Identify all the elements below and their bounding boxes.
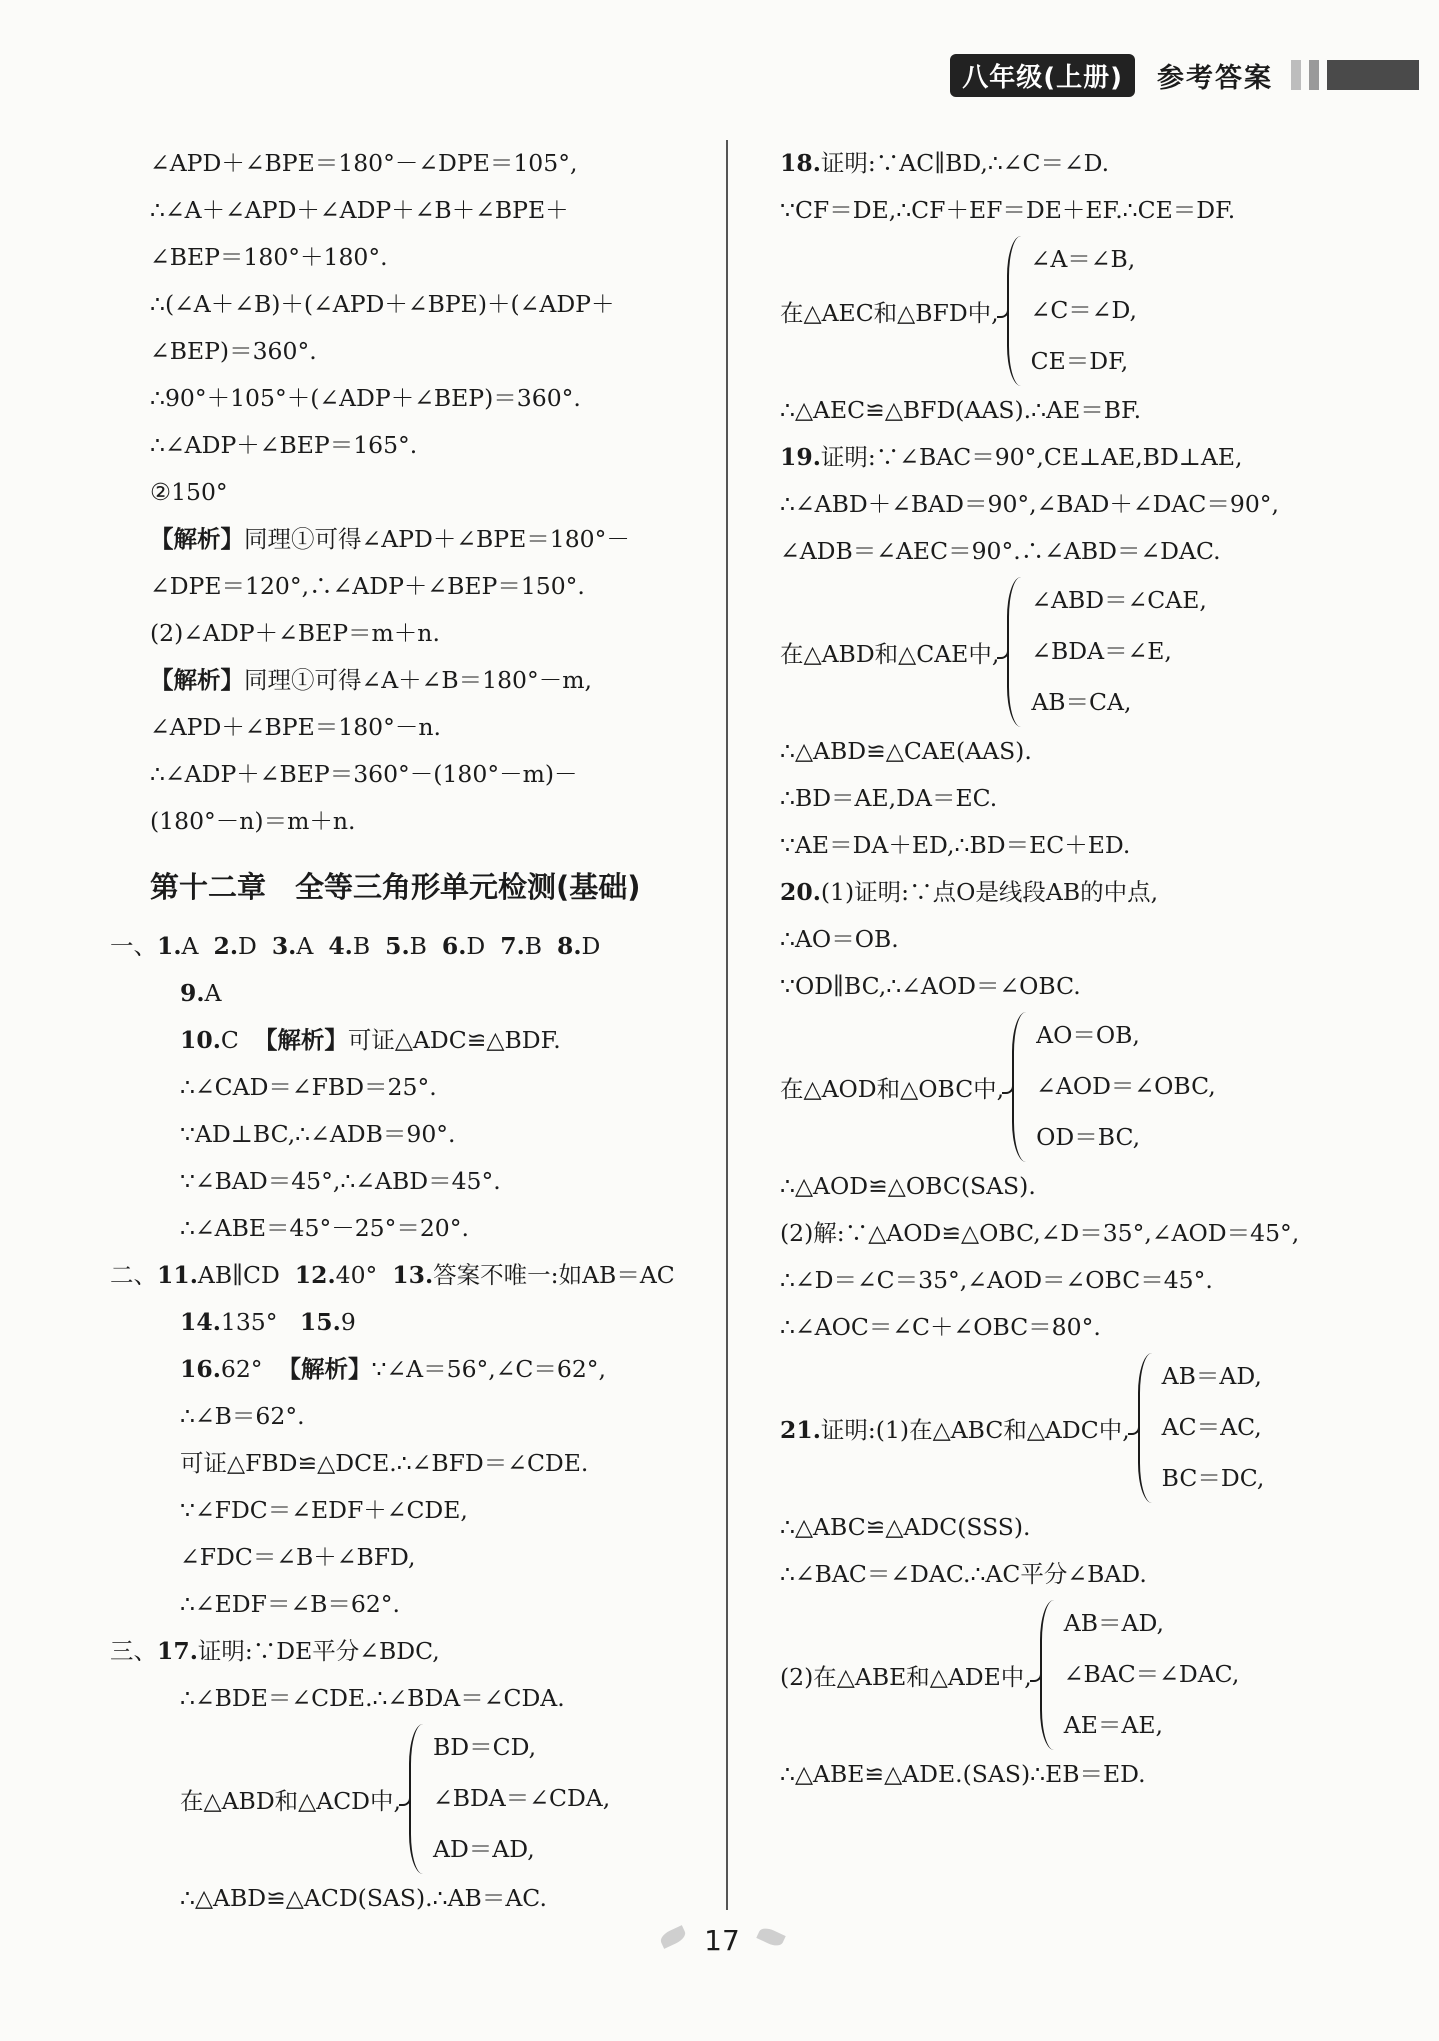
q-number: 12.	[294, 1261, 336, 1289]
q-number: 17.	[157, 1637, 198, 1665]
q-number: 6.	[441, 932, 467, 960]
proof-text: 证明:∵DE平分∠BDC,	[197, 1637, 440, 1665]
column-divider	[726, 140, 728, 1910]
text-line: ∴∠A＋∠APD＋∠ADP＋∠B＋∠BPE＋	[150, 196, 569, 224]
text-line: ∴∠ABE＝45°－25°＝20°.	[180, 1214, 469, 1242]
multiple-choice-answers	[110, 923, 715, 970]
text-line: ∴90°＋105°＋(∠ADP＋∠BEP)＝360°.	[150, 384, 581, 412]
answer: A	[296, 932, 314, 960]
text-line: ∠BEP)＝360°.	[150, 337, 317, 365]
system-item: ∠C＝∠D,	[1030, 296, 1137, 324]
text-line: (180°－n)＝m＋n.	[150, 807, 356, 835]
text-line: ∴∠ADP＋∠BEP＝360°－(180°－m)－	[150, 760, 578, 788]
q-number: 8.	[557, 932, 582, 960]
analysis-text: 同理①可得∠APD＋∠BPE＝180°－	[244, 525, 630, 553]
header-stripe	[1309, 60, 1319, 90]
text-line: ∴△ABC≌△ADC(SSS).	[780, 1513, 1031, 1541]
system-intro: 在△AOD和△OBC中,	[780, 1074, 1005, 1103]
equation-system	[780, 1598, 1420, 1751]
analysis-text: 同理①可得∠A＋∠B＝180°－m,	[244, 666, 592, 694]
left-brace-icon	[1012, 1012, 1030, 1162]
system-item: ∠ABD＝∠CAE,	[1031, 586, 1207, 614]
answer-line	[780, 869, 1420, 916]
q-number: 18.	[780, 149, 821, 177]
text-line: ∴∠ABD＋∠BAD＝90°,∠BAD＋∠DAC＝90°,	[780, 490, 1279, 518]
proof-text: 证明:(1)在△ABC和△ADC中,	[820, 1415, 1130, 1444]
chapter-title: 第十二章 全等三角形单元检测(基础)	[150, 870, 641, 904]
q-number: 11.	[157, 1261, 198, 1289]
analysis-tag: 【解析】	[253, 1026, 348, 1054]
text-line: ∵∠FDC＝∠EDF＋∠CDE,	[180, 1496, 468, 1524]
text-line: ∴△ABD≌△CAE(AAS).	[780, 737, 1032, 765]
left-brace-icon	[1138, 1353, 1156, 1503]
answer: A	[181, 932, 199, 960]
system-intro	[780, 1411, 1130, 1445]
analysis-tag: 【解析】	[150, 666, 244, 694]
system-item: ∠BDA＝∠CDA,	[433, 1784, 611, 1812]
answer: C	[220, 1026, 239, 1054]
analysis-tag: 【解析】	[277, 1355, 372, 1383]
section-label: 三、	[110, 1637, 157, 1665]
header-decoration	[1291, 60, 1419, 90]
left-brace-icon	[409, 1724, 427, 1874]
text-line: ∴∠BAC＝∠DAC.∴AC平分∠BAD.	[780, 1560, 1147, 1588]
system-item: AD＝AD,	[433, 1835, 535, 1863]
system-intro: 在△AEC和△BFD中,	[780, 298, 999, 327]
text-line: 可证△FBD≌△DCE.∴∠BFD＝∠CDE.	[180, 1449, 589, 1477]
fill-blank-answers	[110, 1252, 715, 1299]
text-line: ∴∠ADP＋∠BEP＝165°.	[150, 431, 418, 459]
answer: B	[409, 932, 427, 960]
section-label: 一、	[110, 932, 157, 960]
text-line: ∠BEP＝180°＋180°.	[150, 243, 388, 271]
analysis-line	[150, 657, 715, 704]
q-number: 9.	[180, 979, 205, 1007]
text-line: ∴△ABE≌△ADE.(SAS)∴EB＝ED.	[780, 1760, 1146, 1788]
system-item: CE＝DF,	[1030, 347, 1129, 375]
q-number: 3.	[271, 932, 297, 960]
system-item: AB＝AD,	[1063, 1609, 1164, 1637]
text-line: ∴∠EDF＝∠B＝62°.	[180, 1590, 401, 1618]
q-number: 5.	[385, 932, 410, 960]
q-number: 7.	[500, 932, 525, 960]
text-line: ②150°	[150, 478, 228, 506]
q-number: 14.	[180, 1308, 221, 1336]
system-item: AB＝CA,	[1031, 688, 1132, 716]
text-line: (2)解:∵△AOD≌△OBC,∠D＝35°,∠AOD＝45°,	[780, 1219, 1300, 1247]
answer: D	[581, 932, 601, 960]
grade-badge: 八年级(上册)	[950, 54, 1135, 97]
text-line: ∠ADB＝∠AEC＝90°.∴∠ABD＝∠DAC.	[780, 537, 1221, 565]
system-item: ∠AOD＝∠OBC,	[1036, 1072, 1216, 1100]
system-intro: 在△ABD和△CAE中,	[780, 639, 1000, 668]
text-line: ∴BD＝AE,DA＝EC.	[780, 784, 998, 812]
q-number: 16.	[180, 1355, 221, 1383]
system-item: BD＝CD,	[433, 1733, 537, 1761]
text-line: ∠DPE＝120°,∴∠ADP＋∠BEP＝150°.	[150, 572, 585, 600]
text-line: ∴△AEC≌△BFD(AAS).∴AE＝BF.	[780, 396, 1142, 424]
analysis-text: ∵∠A＝56°,∠C＝62°,	[371, 1355, 607, 1383]
analysis-text: 可证△ADC≌△BDF.	[347, 1026, 561, 1054]
answer: 135°	[220, 1308, 278, 1336]
answer-line	[150, 1299, 715, 1346]
system-intro: (2)在△ABE和△ADE中,	[780, 1662, 1032, 1691]
q-number: 13.	[392, 1261, 434, 1289]
header-bar	[1327, 60, 1419, 90]
system-item: ∠BDA＝∠E,	[1031, 637, 1172, 665]
q-number: 10.	[180, 1026, 221, 1054]
left-brace-icon	[1040, 1600, 1058, 1750]
text-line: ∵CF＝DE,∴CF＋EF＝DE＋EF.∴CE＝DF.	[780, 196, 1236, 224]
text-line: ∵OD∥BC,∴∠AOD＝∠OBC.	[780, 972, 1081, 1000]
text-line: (2)∠ADP＋∠BEP＝m＋n.	[150, 619, 440, 647]
text-line: ∠APD＋∠BPE＝180°－n.	[150, 713, 441, 741]
answer: 62°	[220, 1355, 263, 1383]
page-number: 17	[704, 1924, 740, 1957]
proof-answers	[110, 1628, 715, 1675]
answer: A	[204, 979, 222, 1007]
text-line: ∴∠BDE＝∠CDE.∴∠BDA＝∠CDA.	[180, 1684, 565, 1712]
text-line: ∴∠AOC＝∠C＋∠OBC＝80°.	[780, 1313, 1101, 1341]
text-line: ∴△ABD≌△ACD(SAS).∴AB＝AC.	[180, 1884, 547, 1912]
section-label: 二、	[110, 1261, 157, 1289]
left-brace-icon	[1007, 577, 1025, 727]
left-brace-icon	[1007, 236, 1025, 386]
answer-line	[150, 1017, 715, 1064]
q-number: 21.	[780, 1415, 821, 1444]
right-column	[780, 140, 1420, 1798]
answer-line	[150, 970, 715, 1017]
text-line: ∴△AOD≌△OBC(SAS).	[780, 1172, 1036, 1200]
q-number: 4.	[328, 932, 353, 960]
proof-text: 证明:∵AC∥BD,∴∠C＝∠D.	[820, 149, 1110, 177]
answer: 9	[340, 1308, 356, 1336]
answer: D	[466, 932, 486, 960]
q-number: 15.	[299, 1308, 341, 1336]
text-line: ∵∠BAD＝45°,∴∠ABD＝45°.	[180, 1167, 501, 1195]
system-item: AC＝AC,	[1161, 1413, 1262, 1441]
equation-system	[780, 575, 1420, 728]
text-line: ∵AE＝DA＋ED,∴BD＝EC＋ED.	[780, 831, 1131, 859]
text-line: ∴∠B＝62°.	[180, 1402, 305, 1430]
system-item: ∠BAC＝∠DAC,	[1063, 1660, 1240, 1688]
page-header	[950, 54, 1419, 96]
equation-system	[780, 1351, 1420, 1504]
text-line: ∵AD⊥BC,∴∠ADB＝90°.	[180, 1120, 456, 1148]
equation-system	[780, 1010, 1420, 1163]
analysis-line	[150, 516, 715, 563]
answer-line	[150, 1346, 715, 1393]
system-item: AO＝OB,	[1036, 1021, 1140, 1049]
answer-line	[780, 140, 1420, 187]
q-number: 20.	[780, 878, 821, 906]
answer: AB∥CD	[197, 1261, 280, 1289]
text-line: ∴AO＝OB.	[780, 925, 899, 953]
q-number: 2.	[213, 932, 239, 960]
answer: 40°	[335, 1261, 378, 1289]
system-item: OD＝BC,	[1036, 1123, 1141, 1151]
text-line: ∴(∠A＋∠B)＋(∠APD＋∠BPE)＋(∠ADP＋	[150, 290, 615, 318]
q-number: 19.	[780, 443, 821, 471]
answer: B	[524, 932, 543, 960]
system-item: BC＝DC,	[1161, 1464, 1265, 1492]
system-item: ∠A＝∠B,	[1030, 245, 1136, 273]
header-stripe	[1291, 60, 1301, 90]
equation-system	[780, 234, 1420, 387]
text-line: ∴∠D＝∠C＝35°,∠AOD＝∠OBC＝45°.	[780, 1266, 1213, 1294]
text-line: ∠FDC＝∠B＋∠BFD,	[180, 1543, 416, 1571]
q-number: 1.	[157, 932, 182, 960]
left-column	[110, 140, 715, 1922]
answer: B	[352, 932, 371, 960]
answer: D	[238, 932, 257, 960]
system-item: AE＝AE,	[1063, 1711, 1163, 1739]
text-line: ∠APD＋∠BPE＝180°－∠DPE＝105°,	[150, 149, 578, 177]
proof-text: (1)证明:∵点O是线段AB的中点,	[820, 878, 1159, 906]
proof-text: 证明:∵∠BAC＝90°,CE⊥AE,BD⊥AE,	[820, 443, 1243, 471]
system-item: AB＝AD,	[1161, 1362, 1262, 1390]
equation-system	[150, 1722, 715, 1875]
answer-line	[780, 434, 1420, 481]
analysis-tag: 【解析】	[150, 525, 244, 553]
text-line: ∴∠CAD＝∠FBD＝25°.	[180, 1073, 437, 1101]
answer-title: 参考答案	[1157, 62, 1273, 94]
system-intro: 在△ABD和△ACD中,	[180, 1786, 401, 1815]
answer: 答案不唯一:如AB＝AC	[433, 1261, 675, 1289]
